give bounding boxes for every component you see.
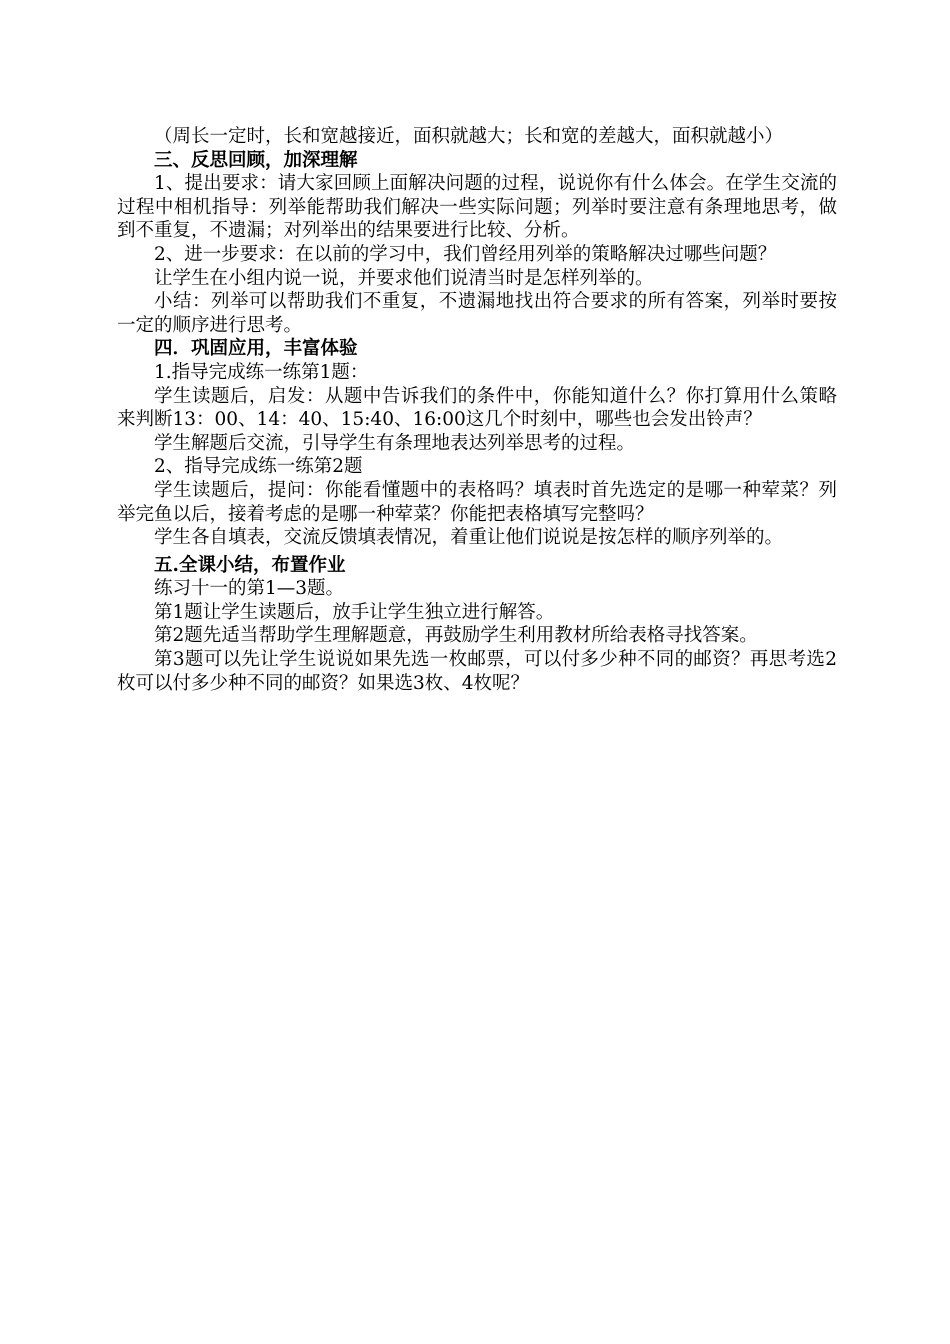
paragraph-exercise-two-prompt: 学生读题后，提问：你能看懂题中的表格吗？填表时首先选定的是哪一种荤菜？列举完鱼以后，接着考虑的是哪一种荤菜？你能把表格填写完整吗？: [117, 479, 837, 525]
paragraph-homework-q1: 第1题让学生读题后，放手让学生独立进行解答。: [154, 601, 555, 623]
heading-section-three: 三、反思回顾，加深理解: [154, 149, 358, 171]
paragraph-requirement-one: 1、提出要求：请大家回顾上面解决问题的过程，说说你有什么体会。在学生交流的过程中相机指导：列举能帮助我们解决一些实际问题；列举时要注意有条理地思考，做到不重复，不遗漏；对列举出的结果要进行比较、分析。: [117, 173, 837, 242]
paragraph-exercise-two-feedback: 学生各自填表，交流反馈填表情况，着重让他们说说是按怎样的顺序列举的。: [154, 527, 784, 549]
paragraph-exercise-one-prompt: 学生读题后，启发：从题中告诉我们的条件中，你能知道什么？你打算用什么策略来判断13：00、14：40、15:40、16:00这几个时刻中，哪些也会发出铃声？: [117, 385, 837, 431]
document-body: [117, 125, 837, 695]
paragraph-requirement-two: 2、进一步要求：在以前的学习中，我们曾经用列举的策略解决过哪些问题？: [154, 243, 777, 265]
paragraph-exercise-one: 1.指导完成练一练第1题：: [154, 361, 369, 383]
paragraph-summary: 小结：列举可以帮助我们不重复，不遗漏地找出符合要求的所有答案，列举时要按一定的顺序进行思考。: [117, 291, 837, 336]
paragraph-exercise-two: 2、指导完成练一练第2题: [154, 456, 363, 478]
heading-section-five: 五.全课小结，布置作业: [154, 554, 346, 576]
paragraph-exercise-one-discussion: 学生解题后交流，引导学生有条理地表达列举思考的过程。: [154, 432, 636, 454]
paragraph-group-discussion: 让学生在小组内说一说，并要求他们说清当时是怎样列举的。: [154, 267, 654, 289]
paragraph-homework: 练习十一的第1—3题。: [154, 578, 345, 600]
heading-section-four: 四．巩固应用，丰富体验: [154, 338, 358, 360]
paragraph-perimeter-conclusion: （周长一定时，长和宽越接近，面积就越大；长和宽的差越大，面积就越小）: [154, 126, 784, 147]
paragraph-homework-q2: 第2题先适当帮助学生理解题意，再鼓励学生利用教材所给表格寻找答案。: [154, 625, 758, 647]
paragraph-homework-q3: 第3题可以先让学生说说如果先选一枚邮票，可以付多少种不同的邮资？再思考选2枚可以付多少种不同的邮资？如果选3枚、4枚呢？: [117, 649, 837, 694]
